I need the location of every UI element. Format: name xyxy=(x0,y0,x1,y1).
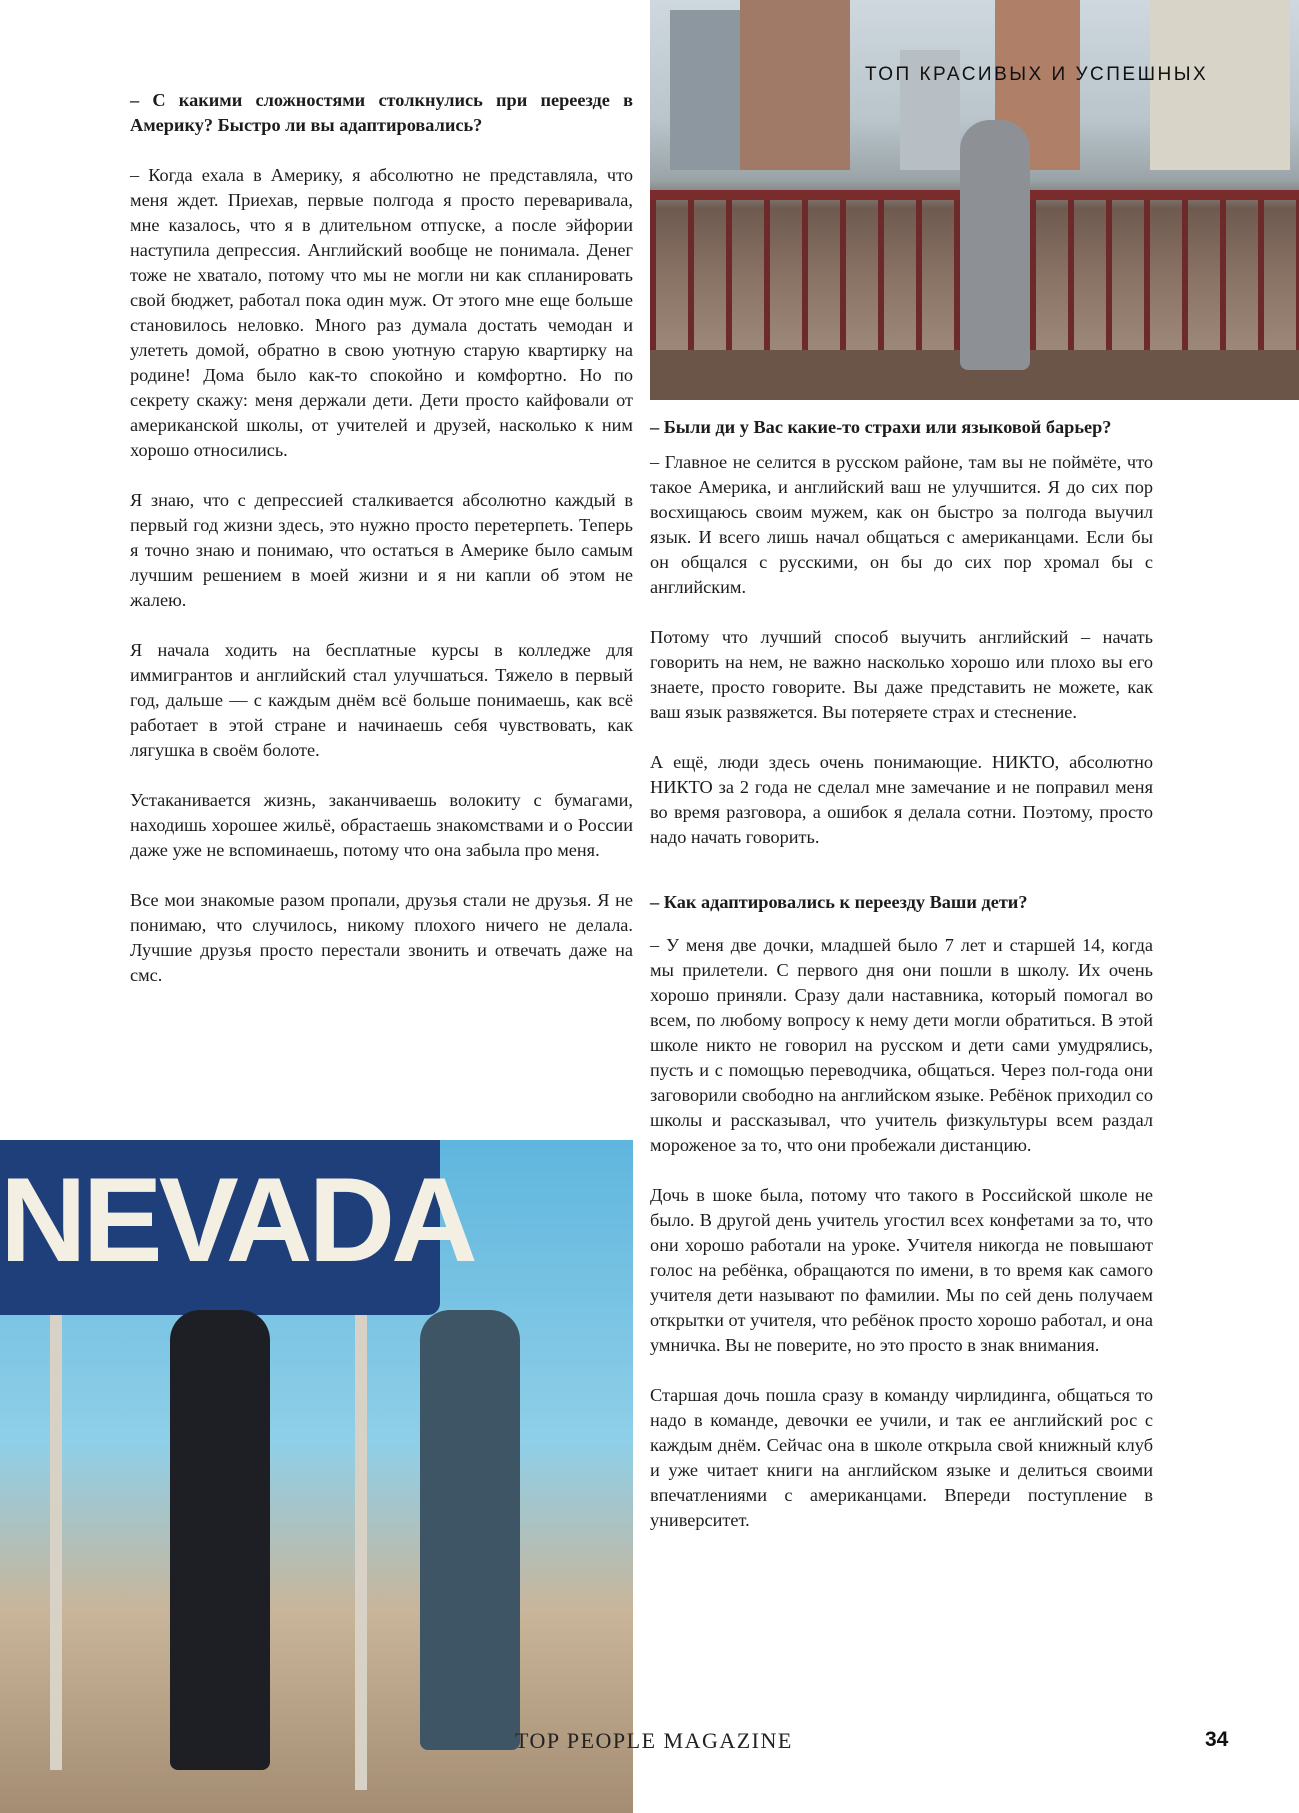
nevada-sign xyxy=(0,1140,474,1315)
woman-figure xyxy=(420,1310,520,1750)
section-tag: ТОП КРАСИВЫХ И УСПЕШНЫХ xyxy=(865,64,1209,85)
paragraph: Потому что лучший способ выучить английский – начать говорить на нем, не важно насколько хорошо или плохо вы его знаете, просто говорите. Вы даже представить не можете, как ваш язык развяжется. Вы потеряете страх и стеснение. xyxy=(650,627,1153,722)
paragraph: А ещё, люди здесь очень понимающие. НИКТО, абсолютно НИКТО за 2 года не сделал мне замечание и не поправил меня во время разговора, а ошибок я делала сотни. Поэтому, просто надо начать говорить. xyxy=(650,752,1153,847)
paragraph: Дочь в шоке была, потому что такого в Российской школе не было. В другой день учитель угостил всех конфетами за то, что они хорошо работали на уроке. Учителя никогда не повышают голос на ребёнка, обращаются по имени, в то время как самого учителя дети называют по фамилии. Мы по сей день получаем открытки от учителя, что ребёнок просто хорошо работал, и она умничка. Вы не поверите, но это просто в знак внимания. xyxy=(650,1185,1153,1355)
paragraph: Старшая дочь пошла сразу в команду чирлидинга, общаться то надо в команде, девочки ее учили, и так ее английский рос с каждым днём. Сейчас она в школе открыла свой книжный клуб и уже читает книги на английском языке и делиться своими впечатлениями с американцами. Впереди поступление в университет. xyxy=(650,1385,1153,1530)
page-number: 34 xyxy=(1205,1728,1229,1751)
sign-lettering: NEVADA xyxy=(0,1153,474,1287)
right-column xyxy=(650,415,1153,1558)
city-bridge-photo xyxy=(650,0,1299,400)
paragraph: – У меня две дочки, младшей было 7 лет и старшей 14, когда мы прилетели. С первого дня они пошли в школу. Их очень хорошо приняли. Сразу дали наставника, который помогал во всем, по любому вопросу к нему дети могли обратиться. В этой школе никто не говорил на русском и дети сами умудрялись, пусть и с помощью переводчика, общаться. Через пол-года они заговорили свободно на английском языке. Ребёнок приходил со школы и рассказывал, что учитель физкультуры всем раздал мороженое за то, что они пробежали дистанцию. xyxy=(650,935,1153,1155)
paragraph: – Когда ехала в Америку, я абсолютно не представляла, что меня ждет. Приехав, первые полгода я просто переваривала, мне казалось, что я в длительном отпуске, а после эйфории наступила депрессия. Английский вообще не понимала. Денег тоже не хватало, потому что мы не могли ни как спланировать свой бюджет, работал пока один муж. От этого мне еще больше становилось неловко. Много раз думала достать чемодан и улететь домой, обратно в свою уютную старую квартирку на родине! Дома было как-то спокойно и комфортно. Но по секрету скажу: меня держали дети. Дети просто кайфовали от американской школы, от учителей и друзей, насколько к ним хорошо относились. xyxy=(130,165,633,460)
building xyxy=(670,10,740,170)
sign-pole xyxy=(50,1310,62,1770)
woman-figure xyxy=(960,120,1030,370)
sign-pole xyxy=(355,1310,367,1790)
magazine-name: TOP PEOPLE MAGAZINE xyxy=(515,1728,793,1753)
question-heading: – Были ди у Вас какие-то страхи или языковой барьер? xyxy=(650,417,1112,437)
paragraph: Я знаю, что с депрессией сталкивается абсолютно каждый в первый год жизни здесь, это нужно просто перетерпеть. Теперь я точно знаю и понимаю, что остаться в Америке было самым лучшим решением в моей жизни и я ни капли об этом не жалею. xyxy=(130,490,633,610)
left-column xyxy=(130,88,633,1013)
paragraph: Все мои знакомые разом пропали, друзья стали не друзья. Я не понимаю, что случилось, никому плохого ничего не делала. Лучшие друзья просто перестали звонить и отвечать даже на смс. xyxy=(130,890,633,985)
question-heading: – Как адаптировались к переезду Ваши дети? xyxy=(650,892,1028,912)
question-heading: – С какими сложностями столкнулись при переезде в Америку? Быстро ли вы адаптировались? xyxy=(130,90,633,135)
paragraph: – Главное не селится в русском районе, там вы не поймёте, что такое Америка, и английский ваш не улучшится. Я до сих пор восхищаюсь своим мужем, как он быстро за полгода выучил язык. И всего лишь начал общаться с американцами. Если бы он общался с русскими, он бы до сих пор хромал бы с английским. xyxy=(650,452,1153,597)
paragraph: Я начала ходить на бесплатные курсы в колледже для иммигрантов и английский стал улучшаться. Тяжело в первый год, дальше — с каждым днём всё больше понимаешь, как всё работает в этой стране и начинаешь себя чувствовать, как лягушка в своём болоте. xyxy=(130,640,633,760)
building xyxy=(740,0,850,170)
paragraph: Устаканивается жизнь, заканчиваешь волокиту с бумагами, находишь хорошее жильё, обрастаешь знакомствами и о России даже уже не вспоминаешь, потому что она забыла про меня. xyxy=(130,790,633,860)
nevada-sign-photo xyxy=(0,1140,633,1813)
man-figure xyxy=(170,1310,270,1770)
